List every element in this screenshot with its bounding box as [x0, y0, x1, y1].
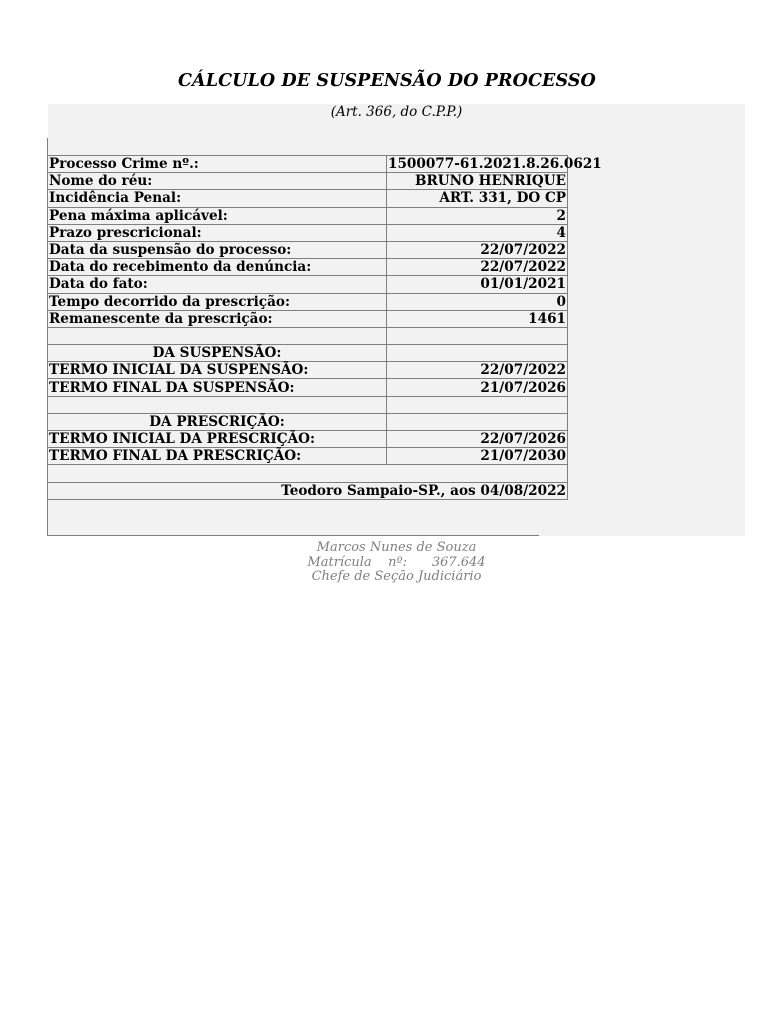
row-value: 22/07/2022 [387, 259, 568, 276]
place-date-row [48, 482, 568, 499]
document-subtitle: (Art. 366, do C.P.P.) [330, 104, 463, 120]
row-label: Tempo decorrido da prescrição: [48, 293, 387, 310]
empty-cell [48, 396, 387, 413]
row-value: 0 [387, 293, 568, 310]
signature-matricula: Matrícula nº: 367.644 [307, 555, 486, 570]
empty-row [48, 465, 568, 482]
row-value: 22/07/2022 [387, 241, 568, 258]
row-value: BRUNO HENRIQUE [387, 173, 568, 190]
row-value: 4 [387, 224, 568, 241]
signature-role: Chefe de Seção Judiciário [311, 569, 482, 584]
table-row [48, 379, 568, 396]
row-value: 01/01/2021 [387, 276, 568, 293]
termo-inicial-prescricao-value: 22/07/2026 [387, 431, 568, 448]
row-value: 1500077-61.2021.8.26.0621 [388, 156, 602, 173]
section-heading-row [48, 413, 568, 430]
table-row [48, 259, 568, 276]
row-label: Data do fato: [48, 276, 387, 293]
prescricao-heading: DA PRESCRIÇÃO: [48, 413, 387, 430]
table-row [48, 276, 568, 293]
table-row [48, 173, 568, 190]
termo-final-prescricao-value: 21/07/2030 [387, 448, 568, 465]
document-title: CÁLCULO DE SUSPENSÃO DO PROCESSO [178, 71, 596, 91]
row-label: Incidência Penal: [48, 190, 387, 207]
row-label: Prazo prescricional: [48, 224, 387, 241]
termo-final-suspensao-value: 21/07/2026 [387, 379, 568, 396]
signature-name: Marcos Nunes de Souza [316, 540, 477, 555]
table-row [48, 241, 568, 258]
termo-inicial-suspensao-value: 22/07/2022 [387, 362, 568, 379]
row-label: Data do recebimento da denúncia: [48, 259, 387, 276]
termo-final-prescricao-label: TERMO FINAL DA PRESCRIÇÃO: [48, 448, 387, 465]
table-row [48, 207, 568, 224]
empty-cell [387, 345, 568, 362]
table-row [48, 224, 568, 241]
table-row [48, 310, 568, 327]
table-row [48, 293, 568, 310]
calculation-sheet [47, 138, 602, 537]
calculation-table [47, 155, 602, 500]
row-value: ART. 331, DO CP [387, 190, 568, 207]
empty-cell [48, 465, 568, 482]
suspensao-heading: DA SUSPENSÃO: [48, 345, 387, 362]
empty-cell [387, 413, 568, 430]
row-value: 1461 [387, 310, 568, 327]
table-row [48, 190, 568, 207]
empty-row [48, 327, 568, 344]
sheet-bottom-border [47, 535, 539, 536]
place-date: Teodoro Sampaio-SP., aos 04/08/2022 [48, 482, 568, 499]
empty-cell [387, 327, 568, 344]
empty-row [48, 396, 568, 413]
table-row [48, 431, 568, 448]
row-value: 2 [387, 207, 568, 224]
termo-inicial-suspensao-label: TERMO INICIAL DA SUSPENSÃO: [48, 362, 387, 379]
termo-final-suspensao-label: TERMO FINAL DA SUSPENSÃO: [48, 379, 387, 396]
row-label: Pena máxima aplicável: [48, 207, 387, 224]
empty-cell [387, 396, 568, 413]
row-label: Remanescente da prescrição: [48, 310, 387, 327]
empty-cell [48, 327, 387, 344]
row-label: Processo Crime nº.: [48, 156, 387, 173]
section-heading-row [48, 345, 568, 362]
table-row [48, 448, 568, 465]
termo-inicial-prescricao-label: TERMO INICIAL DA PRESCRIÇÃO: [48, 431, 387, 448]
row-label: Nome do réu: [48, 173, 387, 190]
table-row [48, 362, 568, 379]
row-label: Data da suspensão do processo: [48, 241, 387, 258]
table-row [48, 156, 568, 173]
